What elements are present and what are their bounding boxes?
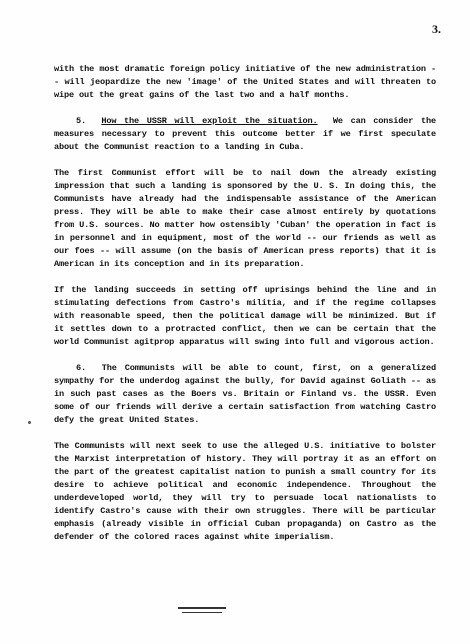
- document-body: [54, 63, 436, 557]
- scan-speck: [28, 421, 31, 424]
- footer-rule: [178, 607, 226, 609]
- page-number: 3.: [432, 22, 441, 36]
- paragraph-marxist-interpretation: The Communists will next seek to use the alleged U.S. initiative to bolster the Marxist interpretation of history. They will portray it as an effort on the part of the greatest capitalist nation to punish a small country for its desire to achieve political and economic independence. Throughout the underdeveloped world, they will try to persuade local nationalists to identify Castro's cause with their own struggles. There will be particular emphasis (already visible in official Cuban propaganda) on Castro as the defender of the colored races against white imperialism.: [54, 441, 436, 542]
- paragraph-landing-succeeds: If the landing succeeds in setting off uprisings behind the line and in stimulating defections from Castro's militia, and if the regime collapses with reasonable speed, then the political damage will be minimized. But if it settles down to a protracted conflict, then we can be certain that the world Communist agitprop apparatus will swing into full and vigorous action.: [54, 285, 436, 347]
- section-number: 6.: [76, 363, 87, 373]
- footer-stamp-mark: [178, 607, 226, 616]
- section-text: We can consider the measures necessary to prevent this outcome better if we first speculate about the Communist reaction to a landing in Cuba.: [54, 116, 436, 152]
- section-number: 5.: [76, 116, 87, 126]
- footer-rule-short: [182, 612, 222, 613]
- paragraph-section-6: [54, 362, 436, 427]
- section-heading: How the USSR will exploit the situation.: [101, 116, 318, 126]
- section-text: The Communists will be able to count, first, on a generalized sympathy for the underdog against the bully, for David against Goliath -- as in such past cases as the Boers vs. Britain or Finland vs. the USSR. Even some of our friends will derive a certain satisfaction from watching Castro defy the great United States.: [54, 363, 437, 425]
- paragraph-first-effort: The first Communist effort will be to nail down the already existing impression that such a landing is sponsored by the U. S. In doing this, the Communists have already had the indispensable assistance of the American press. They will be able to make their case almost entirely by quotations from U.S. sources. No matter how ostensibly 'Cuban' the operation in fact is in personnel and in equipment, most of the world -- our friends as well as our foes -- will assume (on the basis of American press reports) that it is American in its conception and in its preparation.: [54, 168, 436, 269]
- paragraph-continuation: with the most dramatic foreign policy initiative of the new administration -- will jeopardize the new 'image' of the United States and will threaten to wipe out the great gains of the last two and a half months.: [54, 64, 436, 100]
- paragraph-section-5: [54, 115, 436, 154]
